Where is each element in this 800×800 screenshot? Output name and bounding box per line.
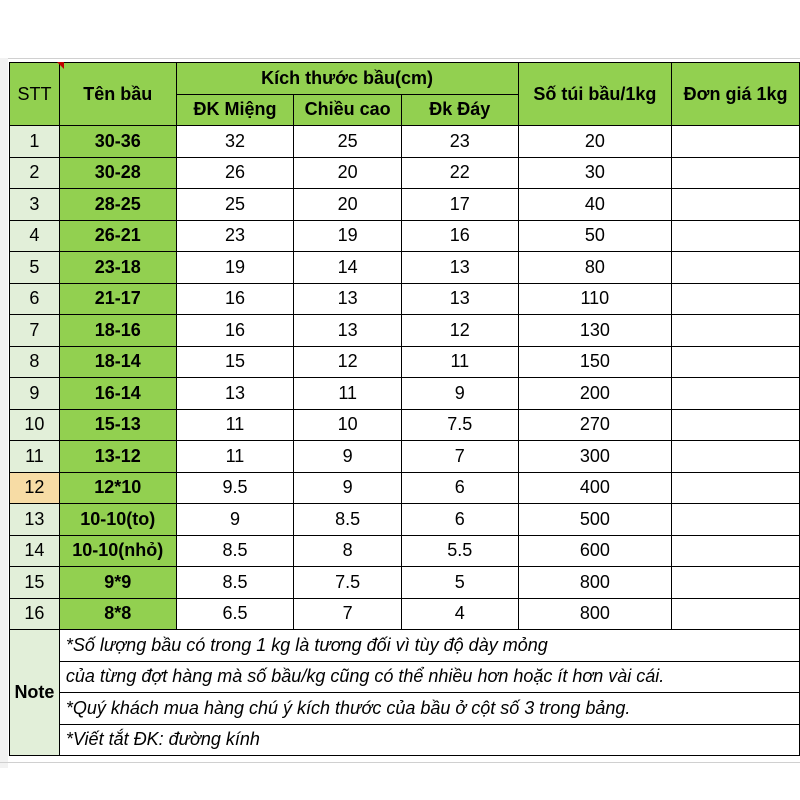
table-row — [10, 441, 800, 473]
cell-name[interactable]: 18-16 — [59, 315, 176, 347]
cell-stt[interactable]: 11 — [10, 441, 60, 473]
cell-price[interactable] — [672, 598, 800, 630]
table-row — [10, 472, 800, 504]
cell-height[interactable]: 20 — [294, 157, 402, 189]
cell-mouth[interactable]: 19 — [176, 252, 294, 284]
cell-stt[interactable]: 14 — [10, 535, 60, 567]
comment-indicator-icon — [57, 62, 64, 69]
cell-stt[interactable]: 12 — [10, 472, 60, 504]
table-row — [10, 157, 800, 189]
note-row — [10, 661, 800, 693]
cell-mouth[interactable]: 26 — [176, 157, 294, 189]
cell-mouth[interactable]: 13 — [176, 378, 294, 410]
cell-stt[interactable]: 8 — [10, 346, 60, 378]
cell-price[interactable] — [672, 220, 800, 252]
cell-height[interactable]: 8 — [294, 535, 402, 567]
cell-count[interactable]: 270 — [518, 409, 672, 441]
row-header-strip — [0, 58, 8, 768]
cell-count[interactable]: 50 — [518, 220, 672, 252]
header-row-1 — [10, 63, 800, 95]
cell-price[interactable] — [672, 535, 800, 567]
cell-count[interactable]: 110 — [518, 283, 672, 315]
table-row — [10, 220, 800, 252]
table-row — [10, 283, 800, 315]
cell-price[interactable] — [672, 283, 800, 315]
cell-mouth[interactable]: 8.5 — [176, 535, 294, 567]
cell-price[interactable] — [672, 441, 800, 473]
cell-mouth[interactable]: 23 — [176, 220, 294, 252]
cell-height[interactable]: 19 — [294, 220, 402, 252]
cell-bottom[interactable]: 4 — [402, 598, 518, 630]
cell-stt[interactable]: 15 — [10, 567, 60, 599]
cell-height[interactable]: 13 — [294, 315, 402, 347]
header-stt[interactable]: STT — [10, 63, 60, 126]
note-row — [10, 630, 800, 662]
cell-height[interactable]: 8.5 — [294, 504, 402, 536]
cell-height[interactable]: 7 — [294, 598, 402, 630]
note-row — [10, 693, 800, 725]
cell-count[interactable]: 500 — [518, 504, 672, 536]
cell-stt[interactable]: 7 — [10, 315, 60, 347]
cell-stt[interactable]: 6 — [10, 283, 60, 315]
cell-mouth[interactable]: 6.5 — [176, 598, 294, 630]
table-row — [10, 378, 800, 410]
header-mouth[interactable]: ĐK Miệng — [176, 94, 294, 126]
cell-price[interactable] — [672, 378, 800, 410]
header-size-group[interactable]: Kích thước bầu(cm) — [176, 63, 518, 95]
cell-stt[interactable]: 3 — [10, 189, 60, 221]
cell-count[interactable]: 40 — [518, 189, 672, 221]
cell-bottom[interactable]: 5.5 — [402, 535, 518, 567]
cell-count[interactable]: 150 — [518, 346, 672, 378]
cell-bottom[interactable]: 22 — [402, 157, 518, 189]
cell-price[interactable] — [672, 409, 800, 441]
cell-price[interactable] — [672, 189, 800, 221]
cell-name[interactable]: 8*8 — [59, 598, 176, 630]
cell-height[interactable]: 7.5 — [294, 567, 402, 599]
cell-mouth[interactable]: 16 — [176, 315, 294, 347]
cell-bottom[interactable]: 7.5 — [402, 409, 518, 441]
sheet-bottom-gridline — [0, 762, 800, 763]
sheet-top-gridline — [0, 58, 800, 59]
header-height[interactable]: Chiều cao — [294, 94, 402, 126]
cell-price[interactable] — [672, 567, 800, 599]
cell-name[interactable]: 16-14 — [59, 378, 176, 410]
table-row — [10, 567, 800, 599]
cell-name[interactable]: 21-17 — [59, 283, 176, 315]
cell-bottom[interactable]: 7 — [402, 441, 518, 473]
cell-count[interactable]: 200 — [518, 378, 672, 410]
cell-mouth[interactable]: 9.5 — [176, 472, 294, 504]
price-table — [9, 62, 800, 756]
cell-height[interactable]: 10 — [294, 409, 402, 441]
note-line[interactable]: *Số lượng bầu có trong 1 kg là tương đối vì tùy độ dày mỏng — [59, 630, 799, 662]
cell-stt[interactable]: 1 — [10, 126, 60, 158]
cell-bottom[interactable]: 6 — [402, 504, 518, 536]
note-line[interactable]: *Viết tắt ĐK: đường kính — [59, 724, 799, 756]
cell-height[interactable]: 9 — [294, 472, 402, 504]
note-line[interactable]: *Quý khách mua hàng chú ý kích thước của bầu ở cột số 3 trong bảng. — [59, 693, 799, 725]
cell-price[interactable] — [672, 315, 800, 347]
cell-stt[interactable]: 10 — [10, 409, 60, 441]
cell-name[interactable]: 30-36 — [59, 126, 176, 158]
cell-stt[interactable]: 2 — [10, 157, 60, 189]
cell-name[interactable]: 18-14 — [59, 346, 176, 378]
cell-height[interactable]: 20 — [294, 189, 402, 221]
cell-bottom[interactable]: 13 — [402, 252, 518, 284]
cell-price[interactable] — [672, 472, 800, 504]
note-row — [10, 724, 800, 756]
cell-count[interactable]: 130 — [518, 315, 672, 347]
table-row — [10, 252, 800, 284]
table-row — [10, 189, 800, 221]
cell-mouth[interactable]: 15 — [176, 346, 294, 378]
table-row — [10, 598, 800, 630]
cell-stt[interactable]: 4 — [10, 220, 60, 252]
cell-mouth[interactable]: 32 — [176, 126, 294, 158]
cell-stt[interactable]: 9 — [10, 378, 60, 410]
cell-mouth[interactable]: 11 — [176, 409, 294, 441]
cell-price[interactable] — [672, 157, 800, 189]
cell-height[interactable]: 12 — [294, 346, 402, 378]
cell-price[interactable] — [672, 252, 800, 284]
header-name[interactable]: Tên bầu — [59, 63, 176, 126]
table-row — [10, 346, 800, 378]
cell-count[interactable]: 800 — [518, 598, 672, 630]
cell-height[interactable]: 9 — [294, 441, 402, 473]
cell-name[interactable]: 13-12 — [59, 441, 176, 473]
cell-bottom[interactable]: 6 — [402, 472, 518, 504]
table-row — [10, 504, 800, 536]
table-row — [10, 409, 800, 441]
cell-name[interactable]: 30-28 — [59, 157, 176, 189]
cell-bottom[interactable]: 17 — [402, 189, 518, 221]
cell-name[interactable]: 9*9 — [59, 567, 176, 599]
cell-height[interactable]: 14 — [294, 252, 402, 284]
cell-name[interactable]: 10-10(to) — [59, 504, 176, 536]
cell-name[interactable]: 26-21 — [59, 220, 176, 252]
cell-count[interactable]: 800 — [518, 567, 672, 599]
cell-mouth[interactable]: 11 — [176, 441, 294, 473]
cell-mouth[interactable]: 25 — [176, 189, 294, 221]
note-label[interactable]: Note — [10, 630, 60, 756]
cell-price[interactable] — [672, 346, 800, 378]
cell-count[interactable]: 80 — [518, 252, 672, 284]
cell-stt[interactable]: 13 — [10, 504, 60, 536]
cell-bottom[interactable]: 5 — [402, 567, 518, 599]
cell-bottom[interactable]: 11 — [402, 346, 518, 378]
header-bottom[interactable]: Đk Đáy — [402, 94, 518, 126]
cell-name[interactable]: 23-18 — [59, 252, 176, 284]
cell-count[interactable]: 300 — [518, 441, 672, 473]
table-row — [10, 315, 800, 347]
cell-stt[interactable]: 5 — [10, 252, 60, 284]
cell-bottom[interactable]: 16 — [402, 220, 518, 252]
cell-count[interactable]: 20 — [518, 126, 672, 158]
cell-bottom[interactable]: 13 — [402, 283, 518, 315]
cell-count[interactable]: 600 — [518, 535, 672, 567]
cell-name[interactable]: 12*10 — [59, 472, 176, 504]
cell-bottom[interactable]: 23 — [402, 126, 518, 158]
cell-price[interactable] — [672, 126, 800, 158]
header-count[interactable]: Số túi bầu/1kg — [518, 63, 672, 126]
note-line[interactable]: của từng đợt hàng mà số bầu/kg cũng có thể nhiều hơn hoặc ít hơn vài cái. — [59, 661, 799, 693]
cell-mouth[interactable]: 9 — [176, 504, 294, 536]
table-row — [10, 126, 800, 158]
cell-mouth[interactable]: 8.5 — [176, 567, 294, 599]
cell-height[interactable]: 11 — [294, 378, 402, 410]
cell-count[interactable]: 400 — [518, 472, 672, 504]
cell-height[interactable]: 13 — [294, 283, 402, 315]
cell-price[interactable] — [672, 504, 800, 536]
cell-name[interactable]: 10-10(nhỏ) — [59, 535, 176, 567]
header-price[interactable]: Đơn giá 1kg — [672, 63, 800, 126]
cell-bottom[interactable]: 12 — [402, 315, 518, 347]
cell-height[interactable]: 25 — [294, 126, 402, 158]
cell-mouth[interactable]: 16 — [176, 283, 294, 315]
cell-name[interactable]: 28-25 — [59, 189, 176, 221]
cell-count[interactable]: 30 — [518, 157, 672, 189]
cell-bottom[interactable]: 9 — [402, 378, 518, 410]
table-row — [10, 535, 800, 567]
cell-stt[interactable]: 16 — [10, 598, 60, 630]
cell-name[interactable]: 15-13 — [59, 409, 176, 441]
